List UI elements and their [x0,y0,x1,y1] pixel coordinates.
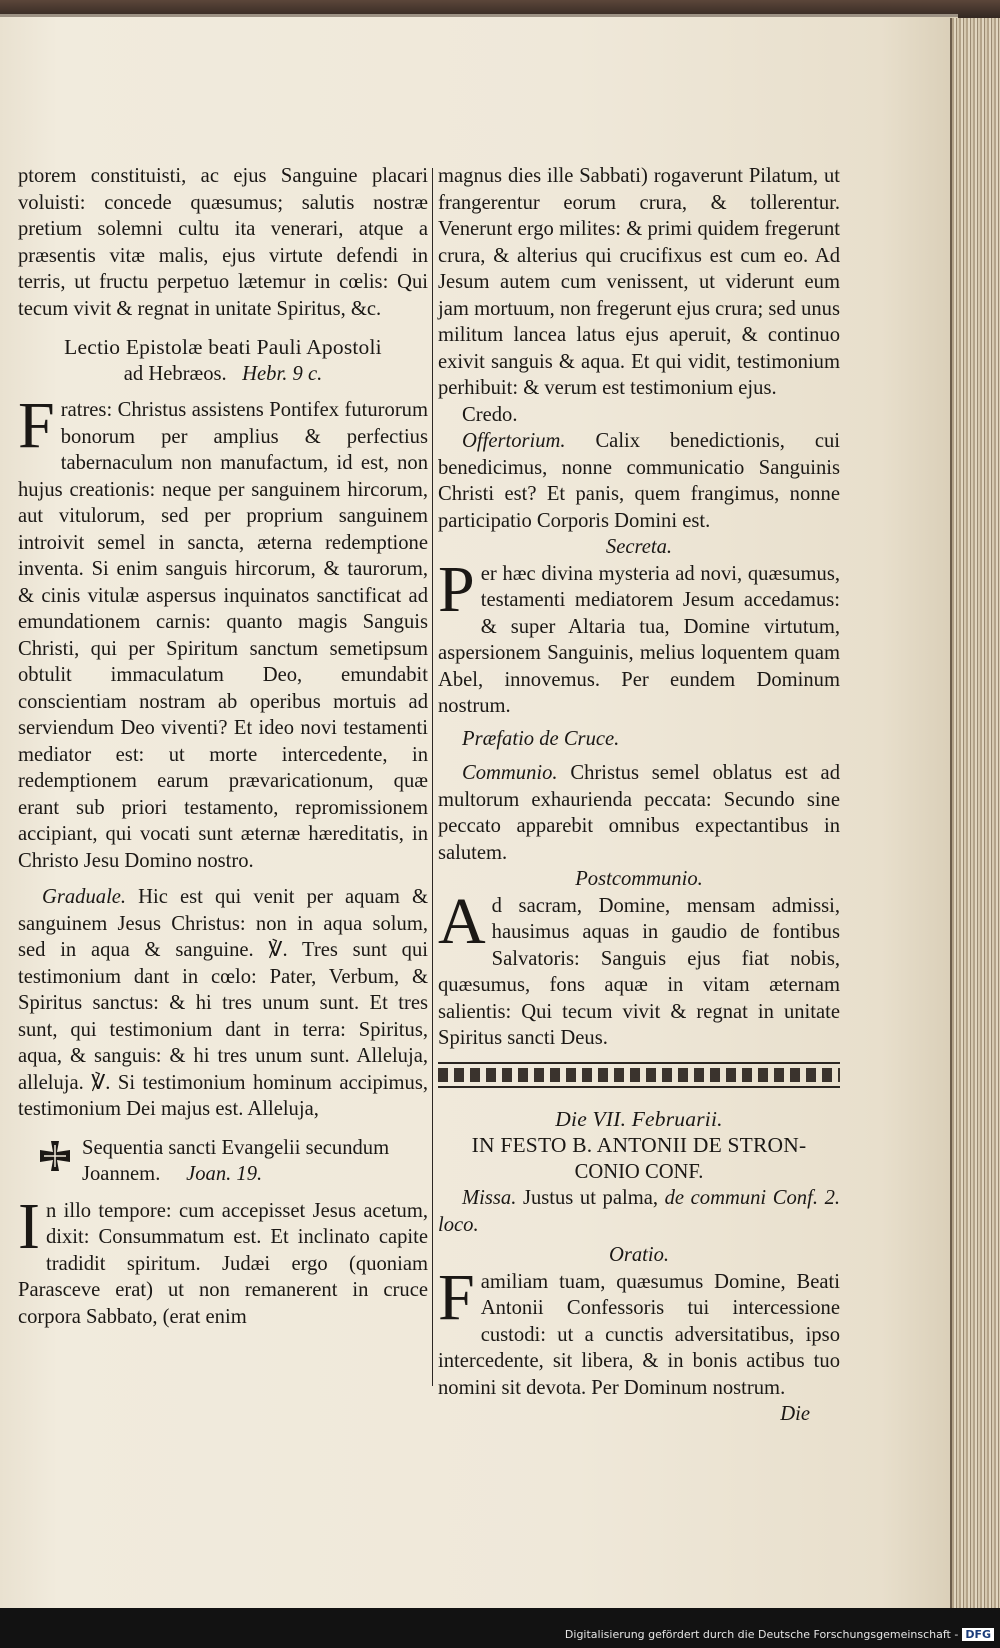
credo: Credo. [462,403,518,426]
gospel-continued: magnus dies ille Sabbati) rogaverunt Pilatum, ut frangerentur eorum crura, & tollerentur. Venerunt ergo milites: & primi quidem fregerunt crura, & alterius qui crucifixus est cum eo. Ad Jesum autem cum venissent, ut viderunt eum jam mortuum, non fregerunt ejus crura; sed unus militum lancea latus ejus aperuit, & continuo exivit sanguis & aqua. Et qui vidit, testimonium perhibuit: & verum est testimonium ejus. [438,165,840,399]
prayer-end: ptorem constituisti, ac ejus Sanguine placari voluisti: concede quæsumus; salutis nostræ pretium solemni cultu ita venerari, atque a præsentis vitæ malis, ejus virtute defendi in terris, ut fructu perpetuo lætemur in cœlis: Qui tecum vivit & regnat in unitate Spiritus, &c. [18,165,428,320]
sequentia-block [82,1135,428,1188]
missa-text: Justus ut palma, [516,1187,665,1209]
digitization-credit [565,1628,994,1641]
graduale-label: Graduale. [42,886,127,908]
left-column [18,163,428,1330]
sequentia-text: Sequentia sancti Evangelii secundum Joannem. [82,1136,390,1185]
drop-cap-i: I [18,1189,40,1263]
cross-icon [38,1139,72,1173]
oratio-heading: Oratio. [608,1244,670,1266]
postcommunio-heading: Postcommunio. [575,868,703,890]
secreta-body: er hæc divina mysteria ad novi, quæsumus, testamenti mediatorem Jesum accedamus: & super Altaria tua, Domine virtutum, aspersionem Sanguinis, melius loquentem quam Abel, innovemus. Per eundem Dominum nostrum. [438,562,840,717]
postcommunio-body: d sacram, Domine, mensam admissi, hausimus aquas in gaudio de fontibus Salvatoris: Sanguis ejus fiat nobis, quæsumus, fons aquæ in vitam æternam salientis: Qui tecum vivit & regnat in unitate Spiritus sancti Deus. [438,894,840,1049]
secreta-text [438,552,840,720]
graduale-text: Hic est qui venit per aquam & sanguinem Jesus Christus: non in aqua solum, sed in aqua & sanguine. ℣. Tres sunt qui testimonium dant in cœlo: Pater, Verbum, & Spiritus sanctus: & hi tres unum sunt. Et tres sunt, qui testimonium dant in terra: Spiritus, aqua, & sanguis: & hi tres unum sunt. Alleluja, alleluja. ℣. Si testimonium hominum accipimus, testimonium Dei majus est. Alleluja, [18,886,428,1120]
right-column [438,163,840,1448]
graduale [18,884,428,1123]
feast-date: Die VII. Februarii. [555,1106,723,1131]
epistle-body: ratres: Christus assistens Pontifex futurorum bonorum per amplius & perfectius tabernaculum non manufactum, id est, non hujus creationis: neque per sanguinem hircorum, aut vitulorum, sed per proprium sanguinem introivit semel in sancta, æterna redemptione inventa. Si enim sanguis hircorum, & taurorum, & cinis vitulæ aspersus inquinatos sanctificat ad emundationem carnis: quanto magis Sanguis Christi, qui per Spiritum sanctum semetipsum obtulit immaculatum Deo, emundabit conscientiam nostram ab operibus mortuis ad serviendum Deo viventi? Et ideo novi testamenti mediator est: ut morte intercedente, in redemptionem earum prævaricationum, quæ erant sub priori testamento, repromissionem accipiant, qui vocati sunt æternæ hæreditatis, in Christo Jesu Domino nostro. [18,399,428,872]
oratio-body: amiliam tuam, quæsumus Domine, Beati Antonii Confessoris tui intercessione custodi: ut a cunctis adversitatibus, ipso intercedente, sit libera, & in bonis actibus tuo nomini sit devota. Per Dominum nostrum. [438,1270,840,1399]
ornamental-divider [438,1062,840,1088]
drop-cap-f: F [18,389,55,462]
secreta-heading: Secreta. [605,536,673,558]
offertorium-label: Offertorium. [462,430,566,452]
oratio-text [438,1260,840,1402]
gospel-body: n illo tempore: cum accepisset Jesus acetum, dixit: Consummatum est. Et inclinato capite tradidit spiritum. Judæi ergo (quoniam Parasceve erat) ut non remanerent in cruce corpora Sabbato, (erat enim [18,1199,428,1328]
lectio-sub: ad Hebræos. [123,362,227,385]
communio [438,760,840,866]
feast-title-1: IN FESTO B. ANTONII DE STRON- [471,1133,807,1157]
communio-label: Communio. [462,762,558,784]
dfg-logo: DFG [962,1628,994,1641]
drop-cap-a: A [438,884,486,958]
lectio-heading [18,334,428,387]
postcommunio-text [438,884,840,1052]
missa-line [438,1185,840,1238]
communio-text: Christus semel oblatus est ad multorum exhaurienda peccata: Secundo sine peccato apparebit omnibus expectantibus in salutem. [438,762,840,864]
missa-label: Missa. [462,1187,517,1209]
drop-cap-p: P [438,552,475,626]
lectio-title: Lectio Epistolæ beati Pauli Apostoli [64,335,382,359]
column-rule [432,168,433,1386]
lectio-subtitle [18,361,428,388]
sequentia-ref: Joan. 19. [186,1163,263,1185]
drop-cap-f2: F [438,1260,475,1334]
page-edges [950,18,1000,1628]
credit-text: Digitalisierung gefördert durch die Deutsche Forschungsgemeinschaft - [564,1628,959,1641]
offertorium-text: Calix benedictionis, cui benedicimus, nonne communicatio Sanguinis Christi est? Et panis, quem frangimus, nonne participatio Corporis Domini est. [438,430,840,532]
catchword: Die [780,1403,810,1425]
gospel-heading [18,1135,428,1188]
missa-conf: Conf. 2. loco. [438,1187,841,1236]
praefatio: Præfatio de Cruce. [462,727,620,750]
feast-title-2: CONIO CONF. [574,1160,704,1183]
scan-footer-bar [0,1608,1000,1648]
gospel-text [18,1189,428,1331]
epistle-text [18,389,428,874]
lectio-ref: Hebr. 9 c. [242,362,323,385]
offertorium [438,428,840,534]
missa-de-communi: de communi [664,1187,767,1209]
